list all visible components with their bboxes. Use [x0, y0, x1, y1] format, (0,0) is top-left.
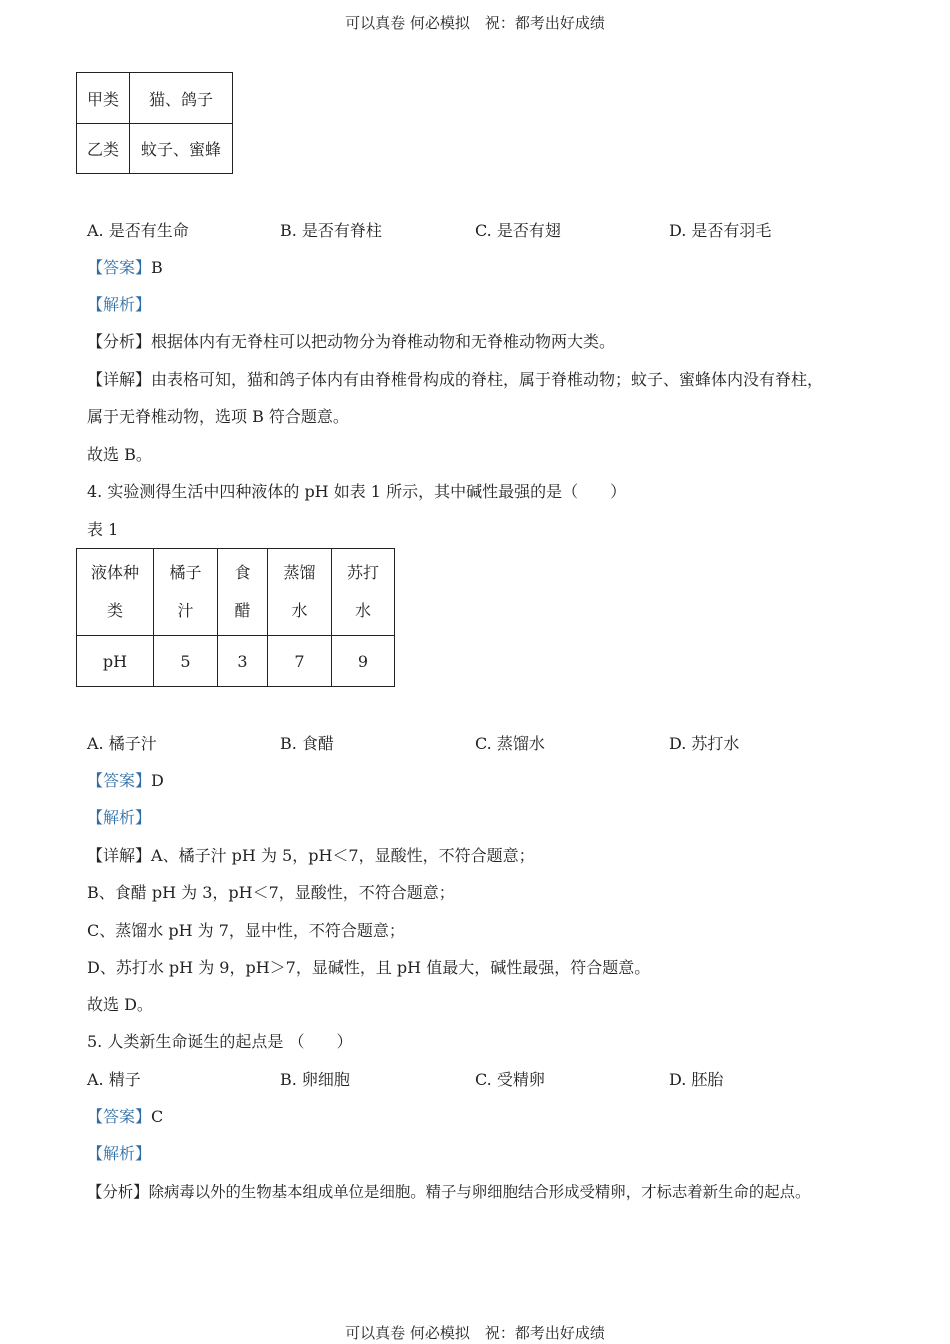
q4-table-title: 表 1 — [87, 520, 119, 539]
analysis-tag: 【解析】 — [87, 295, 152, 314]
q3-option-c: C. 是否有翅 — [475, 221, 561, 240]
answer-tag: 【答案】 — [87, 771, 152, 790]
answer-tag: 【答案】 — [87, 258, 152, 277]
ph-header-line: 水 — [354, 601, 371, 620]
q3-answer — [87, 257, 163, 279]
q5-option-a: A. 精子 — [87, 1070, 141, 1089]
q3-option-a: A. 是否有生命 — [87, 221, 189, 240]
table-cell-label: 甲类 — [77, 73, 130, 124]
detail-tag: 【详解】 — [87, 846, 152, 865]
fenxi-tag: 【分析】 — [87, 1183, 149, 1201]
detail-tag: 【详解】 — [87, 370, 152, 389]
q5-question: 5. 人类新生命诞生的起点是 （ ） — [87, 1032, 353, 1051]
fenxi-text: 根据体内有无脊柱可以把动物分为脊椎动物和无脊椎动物两大类。 — [151, 332, 616, 351]
detail-text: 由表格可知，猫和鸽子体内有由脊椎骨构成的脊柱，属于脊椎动物；蚊子、蜜蜂体内没有脊柱， — [151, 370, 824, 389]
q5-option-d: D. 胚胎 — [669, 1070, 724, 1089]
q3-conclusion: 故选 B。 — [87, 445, 152, 464]
answer-value: D — [151, 771, 164, 790]
analysis-tag: 【解析】 — [87, 808, 152, 827]
q5-option-b: B. 卵细胞 — [280, 1070, 350, 1089]
q4-question: 4. 实验测得生活中四种液体的 pH 如表 1 所示，其中碱性最强的是（ ） — [87, 482, 627, 501]
ph-header-line: 苏打 — [346, 563, 379, 582]
ph-header-cell — [332, 549, 395, 636]
ph-header-line: 类 — [106, 601, 123, 620]
answer-value: C — [151, 1107, 164, 1126]
table-cell-label: 乙类 — [77, 124, 130, 174]
answer-tag: 【答案】 — [87, 1107, 152, 1126]
q4-answer — [87, 770, 164, 792]
ph-header-cell — [268, 549, 332, 636]
ph-row-value: 7 — [268, 636, 332, 687]
ph-header-line: 汁 — [177, 601, 194, 620]
ph-header-line: 食 — [234, 563, 251, 582]
page-header: 可以真卷 何必模拟 祝：都考出好成绩 — [345, 14, 605, 32]
q5-fenxi — [87, 1181, 810, 1203]
table-cell-value: 蚊子、蜜蜂 — [130, 124, 233, 174]
q4-analysis-heading — [87, 807, 151, 829]
q4-option-c: C. 蒸馏水 — [475, 734, 545, 753]
q5-option-c: C. 受精卵 — [475, 1070, 545, 1089]
q3-analysis-heading — [87, 294, 151, 316]
q3-detail-line1 — [87, 369, 823, 391]
animal-classification-table — [76, 72, 233, 174]
ph-header-cell — [77, 549, 154, 636]
ph-header-cell — [154, 549, 218, 636]
ph-header-line: 醋 — [234, 601, 251, 620]
ph-row-value: 3 — [218, 636, 268, 687]
ph-header-cell — [218, 549, 268, 636]
q3-detail-line2: 属于无脊椎动物，选项 B 符合题意。 — [87, 407, 349, 426]
ph-row-value: 9 — [332, 636, 395, 687]
q4-option-d: D. 苏打水 — [669, 734, 740, 753]
q4-option-a: A. 橘子汁 — [87, 734, 157, 753]
page-footer: 可以真卷 何必模拟 祝：都考出好成绩 — [345, 1324, 605, 1342]
fenxi-tag: 【分析】 — [87, 332, 152, 351]
q3-fenxi — [87, 331, 615, 353]
q4-detail-b: B、食醋 pH 为 3，pH＜7，显酸性，不符合题意； — [87, 883, 455, 902]
analysis-tag: 【解析】 — [87, 1144, 152, 1163]
q4-option-b: B. 食醋 — [280, 734, 334, 753]
table-cell-value: 猫、鸽子 — [130, 73, 233, 124]
ph-table — [76, 548, 395, 687]
ph-row-value: 5 — [154, 636, 218, 687]
ph-row-label: pH — [77, 636, 154, 687]
q4-detail-a — [87, 845, 535, 867]
q4-detail-d: D、苏打水 pH 为 9，pH＞7，显碱性，且 pH 值最大，碱性最强，符合题意。 — [87, 958, 651, 977]
q4-detail-c: C、蒸馏水 pH 为 7，显中性，不符合题意； — [87, 921, 405, 940]
detail-text: A、橘子汁 pH 为 5，pH＜7，显酸性，不符合题意； — [151, 846, 535, 865]
ph-header-line: 橘子 — [169, 563, 202, 582]
ph-header-line: 液体种 — [90, 563, 139, 582]
q5-answer — [87, 1106, 163, 1128]
fenxi-text: 除病毒以外的生物基本组成单位是细胞。精子与卵细胞结合形成受精卵，才标志着新生命的起点。 — [148, 1183, 811, 1201]
answer-value: B — [151, 258, 163, 277]
q3-option-d: D. 是否有羽毛 — [669, 221, 772, 240]
q4-conclusion: 故选 D。 — [87, 995, 153, 1014]
q3-option-b: B. 是否有脊柱 — [280, 221, 382, 240]
ph-header-line: 水 — [291, 601, 308, 620]
ph-header-line: 蒸馏 — [283, 563, 316, 582]
q5-analysis-heading — [87, 1143, 151, 1165]
